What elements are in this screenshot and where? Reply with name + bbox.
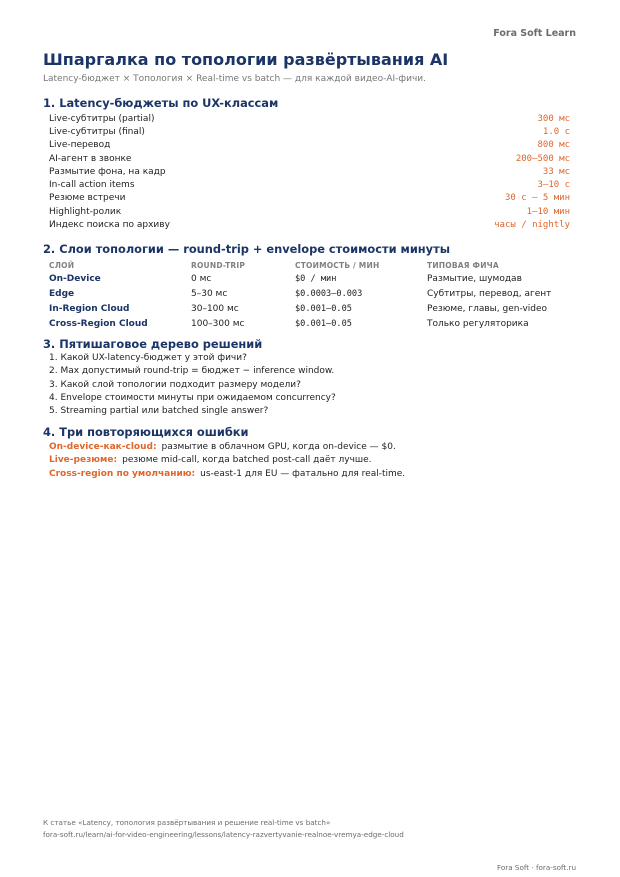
budget-row [49, 165, 570, 178]
list-item: 1. Какой UX-latency-бюджет у этой фичи? [49, 353, 247, 363]
page-subtitle: Latency-бюджет × Топология × Real-time vs batch — для каждой видео-AI-фичи. [43, 74, 426, 84]
budget-value: 300 мс [537, 113, 570, 124]
round-trip-value: 100–300 мс [191, 319, 245, 330]
cost-value: $0 / мин [295, 273, 337, 284]
section-decision-tree-heading: 3. Пятишаговое дерево решений [43, 337, 263, 351]
layer-name: Cross-Region Cloud [49, 319, 148, 330]
budget-value: 3–10 с [537, 180, 570, 191]
round-trip-value: 30–100 мс [191, 303, 239, 314]
mistake-key: Live-резюме: [49, 455, 118, 466]
column-header-cost: СТОИМОСТЬ / МИН [295, 261, 380, 270]
page-title: Шпаргалка по топологии развёртывания AI [43, 50, 449, 69]
column-header-layer: СЛОЙ [49, 261, 75, 270]
budget-value: 800 мс [537, 140, 570, 151]
column-header-feature: ТИПОВАЯ ФИЧА [427, 261, 499, 270]
footer-url: fora-soft.ru/learn/ai-for-video-engineering/lessons/latency-razvertyvanie-realnoe-vremya-edge-cloud [43, 830, 404, 839]
budget-label: Индекс поиска по архиву [49, 220, 170, 231]
budget-row [49, 192, 570, 205]
table-row [49, 286, 570, 301]
budget-value: 30 с – 5 мин [504, 193, 570, 204]
budget-value: часы / nightly [494, 220, 570, 231]
table-row [49, 301, 570, 316]
budget-label: Резюме встречи [49, 193, 126, 204]
cost-value: $0.001–0.05 [295, 303, 352, 314]
round-trip-value: 5–30 мс [191, 288, 228, 299]
budget-label: Размытие фона, на кадр [49, 166, 166, 177]
mistake-text: размытие в облачном GPU, когда on-device — $0. [161, 442, 396, 452]
budget-label: In-call action items [49, 180, 135, 191]
mistakes-list [49, 441, 405, 481]
budget-value: 200–500 мс [515, 153, 570, 164]
table-header [49, 260, 570, 271]
section-latency-heading: 1. Latency-бюджеты по UX-классам [43, 96, 279, 110]
budget-label: Live-субтитры (partial) [49, 113, 155, 124]
mistake-item [49, 441, 405, 454]
budget-row [49, 205, 570, 218]
brand-label: Fora Soft Learn [493, 28, 576, 39]
budget-value: 1.0 с [542, 126, 570, 137]
round-trip-value: 0 мс [191, 273, 212, 284]
list-item: 4. Envelope стоимости минуты при ожидаемом concurrency? [49, 392, 336, 403]
budget-row [49, 178, 570, 191]
feature-value: Размытие, шумодав [427, 273, 522, 284]
budget-row [49, 112, 570, 125]
budget-label: Highlight-ролик [49, 206, 122, 217]
mistake-key: On-device-как-cloud: [49, 442, 157, 452]
budget-row [49, 125, 570, 138]
layer-name: In-Region Cloud [49, 303, 130, 314]
section-topology-heading: 2. Слои топологии — round-trip + envelope стоимости минуты [43, 242, 451, 256]
topology-table [49, 260, 570, 332]
feature-value: Субтитры, перевод, агент [427, 288, 552, 299]
feature-value: Резюме, главы, gen-video [427, 303, 548, 314]
footer-source [43, 817, 404, 841]
decision-steps-list [49, 352, 336, 418]
footer-article-title: К статье «Latency, топология развёртывания и решение real-time vs batch» [43, 818, 331, 827]
section-mistakes-heading: 4. Три повторяющихся ошибки [43, 425, 249, 439]
budget-value: 33 мс [542, 166, 570, 177]
table-row [49, 271, 570, 286]
cost-value: $0.001–0.05 [295, 319, 352, 330]
column-header-round-trip: ROUND-TRIP [191, 261, 246, 270]
budget-label: AI-агент в звонке [49, 153, 132, 164]
mistake-item [49, 454, 405, 467]
layer-name: Edge [49, 288, 75, 299]
table-row [49, 317, 570, 332]
feature-value: Только регуляторика [427, 319, 529, 330]
cost-value: $0.0003–0.003 [295, 288, 363, 299]
latency-budget-list [49, 112, 570, 232]
list-item: 3. Какой слой топологии подходит размеру модели? [49, 379, 301, 390]
mistake-text: us-east-1 для EU — фатально для real-time. [200, 468, 406, 479]
budget-label: Live-перевод [49, 140, 111, 151]
mistake-text: резюме mid-call, когда batched post-call даёт лучше. [122, 455, 372, 466]
mistake-key: Cross-region по умолчанию: [49, 468, 196, 479]
budget-row [49, 218, 570, 231]
budget-row [49, 152, 570, 165]
layer-name: On-Device [49, 273, 101, 284]
footer-brand: Fora Soft · fora-soft.ru [497, 863, 576, 872]
list-item: 5. Streaming partial или batched single answer? [49, 406, 269, 417]
list-item: 2. Max допустимый round-trip = бюджет − inference window. [49, 366, 335, 377]
budget-value: 1–10 мин [526, 206, 570, 217]
mistake-item [49, 468, 405, 481]
budget-row [49, 139, 570, 152]
budget-label: Live-субтитры (final) [49, 126, 145, 137]
